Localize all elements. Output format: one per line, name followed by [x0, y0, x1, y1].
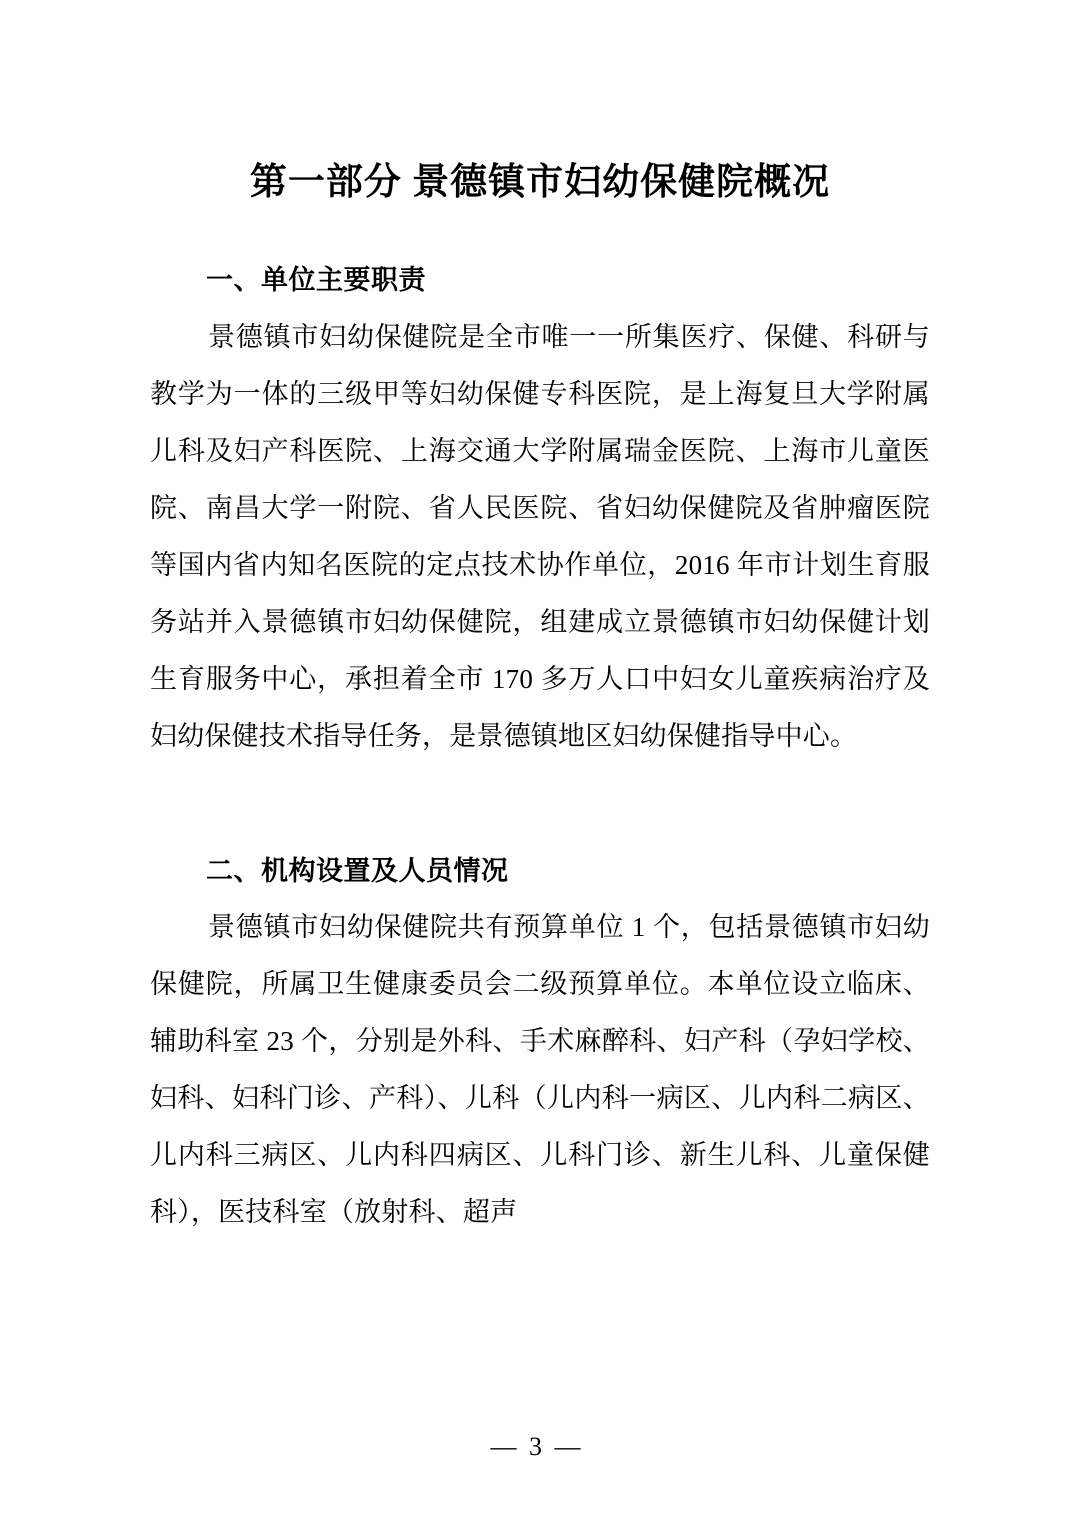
- section-heading-2: 二、机构设置及人员情况: [206, 855, 509, 886]
- page-number: — 3 —: [490, 1432, 584, 1461]
- section-paragraph-1: 景德镇市妇幼保健院是全市唯一一所集医疗、保健、科研与教学为一体的三级甲等妇幼保健专科医院，是上海复旦大学附属儿科及妇产科医院、上海交通大学附属瑞金医院、上海市儿童医院、南昌大学一附院、省人民医院、省妇幼保健院及省肿瘤医院等国内省内知名医院的定点技术协作单位，2016 年市计划生育服务站并入景德镇市妇幼保健院，组建成立景德镇市妇幼保健计划生育服务中心，承担着全市 170 多万人口中妇女儿童疾病治疗及妇幼保健技术指导任务，是景德镇地区妇幼保健指导中心。: [150, 321, 930, 751]
- section-paragraph-2: 景德镇市妇幼保健院共有预算单位 1 个，包括景德镇市妇幼保健院，所属卫生健康委员会二级预算单位。本单位设立临床、辅助科室 23 个，分别是外科、手术麻醉科、妇产科（孕妇学校、妇科、妇科门诊、产科）、儿科（儿内科一病区、儿内科二病区、儿内科三病区、儿内科四病区、儿科门诊、新生儿科、儿童保健科），医技科室（放射科、超声: [150, 912, 930, 1228]
- page-content: [150, 160, 930, 1241]
- section-spacer: [150, 765, 930, 851]
- section-heading-1: 一、单位主要职责: [206, 265, 426, 296]
- page-title: 第一部分 景德镇市妇幼保健院概况: [249, 162, 831, 203]
